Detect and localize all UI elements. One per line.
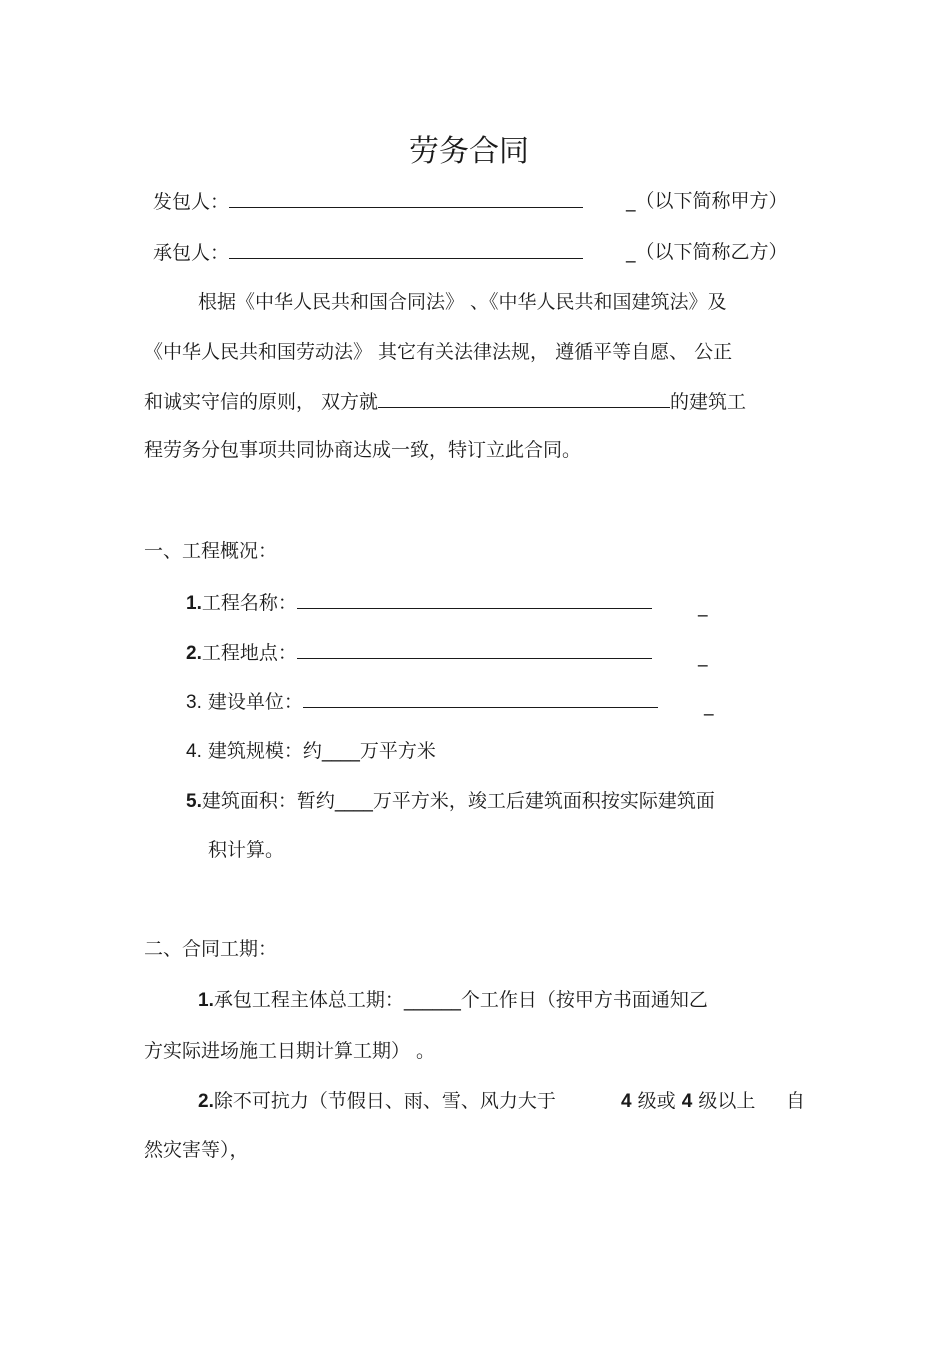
building-scale-row (186, 739, 436, 764)
preamble-line-3-post: 的建筑工 (670, 391, 747, 413)
project-location-label: 工程地点： (201, 642, 297, 664)
preamble-line-1: 根据《中华人民共和国合同法》 、《中华人民共和国建筑法》及 (198, 291, 727, 313)
trailing-mark: _ (698, 595, 708, 617)
wind-level-mid: 级或 (637, 1090, 676, 1112)
item-number: 2. (198, 1091, 214, 1112)
project-name-field[interactable] (297, 590, 652, 609)
wind-level-1: 4 (621, 1091, 632, 1112)
force-majeure-row (198, 1089, 556, 1114)
duration-row (198, 988, 708, 1013)
party-b-suffix: _（以下简称乙方） (626, 241, 788, 263)
building-area-pre: 建筑面积：暂约 (201, 790, 335, 812)
item-number: 1. (186, 593, 202, 614)
project-name-label: 工程名称： (201, 592, 297, 614)
party-b-row (153, 240, 583, 265)
duration-blank[interactable]: ______ (403, 989, 461, 1011)
party-b-label: 承包人： (153, 242, 230, 264)
item-number: 3. (186, 692, 202, 713)
wind-level-2: 4 (681, 1091, 693, 1112)
building-scale-label: 建筑规模：约 (201, 740, 322, 762)
builder-unit-label: 建设单位： (201, 691, 303, 713)
duration-post: 个工作日（按甲方书面通知乙 (460, 989, 708, 1011)
trailing-mark: _ (698, 645, 708, 667)
party-b-blank[interactable] (229, 240, 583, 259)
project-location-row (186, 640, 652, 666)
building-area-post: 万平方米，竣工后建筑面积按实际建筑面 (372, 790, 715, 812)
party-a-suffix: _（以下简称甲方） (626, 190, 788, 212)
wind-level-row (621, 1089, 755, 1114)
force-majeure-pre: 除不可抗力（节假日、雨、雪、风力大于 (213, 1090, 556, 1112)
wind-level-post: 级以上 (698, 1090, 756, 1112)
contract-title: 劳务合同 (409, 134, 529, 169)
project-location-field[interactable] (297, 640, 652, 659)
project-name-row (186, 590, 652, 616)
party-a-label: 发包人： (153, 191, 230, 213)
preamble-line-4: 程劳务分包事项共同协商达成一致，特订立此合同。 (144, 439, 582, 461)
section-2-heading: 二、合同工期： (144, 938, 278, 960)
item-number: 5. (186, 791, 202, 812)
section-1-heading: 一、工程概况： (144, 540, 278, 562)
force-majeure-end: 自 (786, 1090, 806, 1112)
building-area-blank[interactable]: ____ (334, 790, 373, 812)
party-a-row (153, 189, 583, 214)
trailing-mark: _ (704, 694, 714, 716)
item-number: 1. (198, 990, 214, 1011)
duration-pre: 承包工程主体总工期： (213, 989, 404, 1011)
preamble-line-3-pre: 和诚实守信的原则， 双方就 (144, 391, 379, 413)
force-majeure-line-2: 然灾害等）， (144, 1139, 249, 1161)
duration-line-2: 方实际进场施工日期计算工期） 。 (144, 1040, 436, 1062)
party-a-blank[interactable] (229, 189, 583, 208)
preamble-line-3 (144, 389, 746, 414)
builder-unit-row (186, 689, 658, 715)
building-area-line-2: 积计算。 (208, 839, 285, 861)
item-number: 4. (186, 741, 202, 762)
builder-unit-field[interactable] (303, 689, 658, 708)
project-name-blank[interactable] (378, 389, 670, 408)
item-number: 2. (186, 643, 202, 664)
building-area-row (186, 789, 715, 814)
building-scale-blank[interactable]: ____ (321, 740, 360, 762)
preamble-line-2: 《中华人民共和国劳动法》 其它有关法律法规， 遵循平等自愿、 公正 (144, 341, 733, 363)
building-scale-unit: 万平方米 (359, 740, 436, 762)
